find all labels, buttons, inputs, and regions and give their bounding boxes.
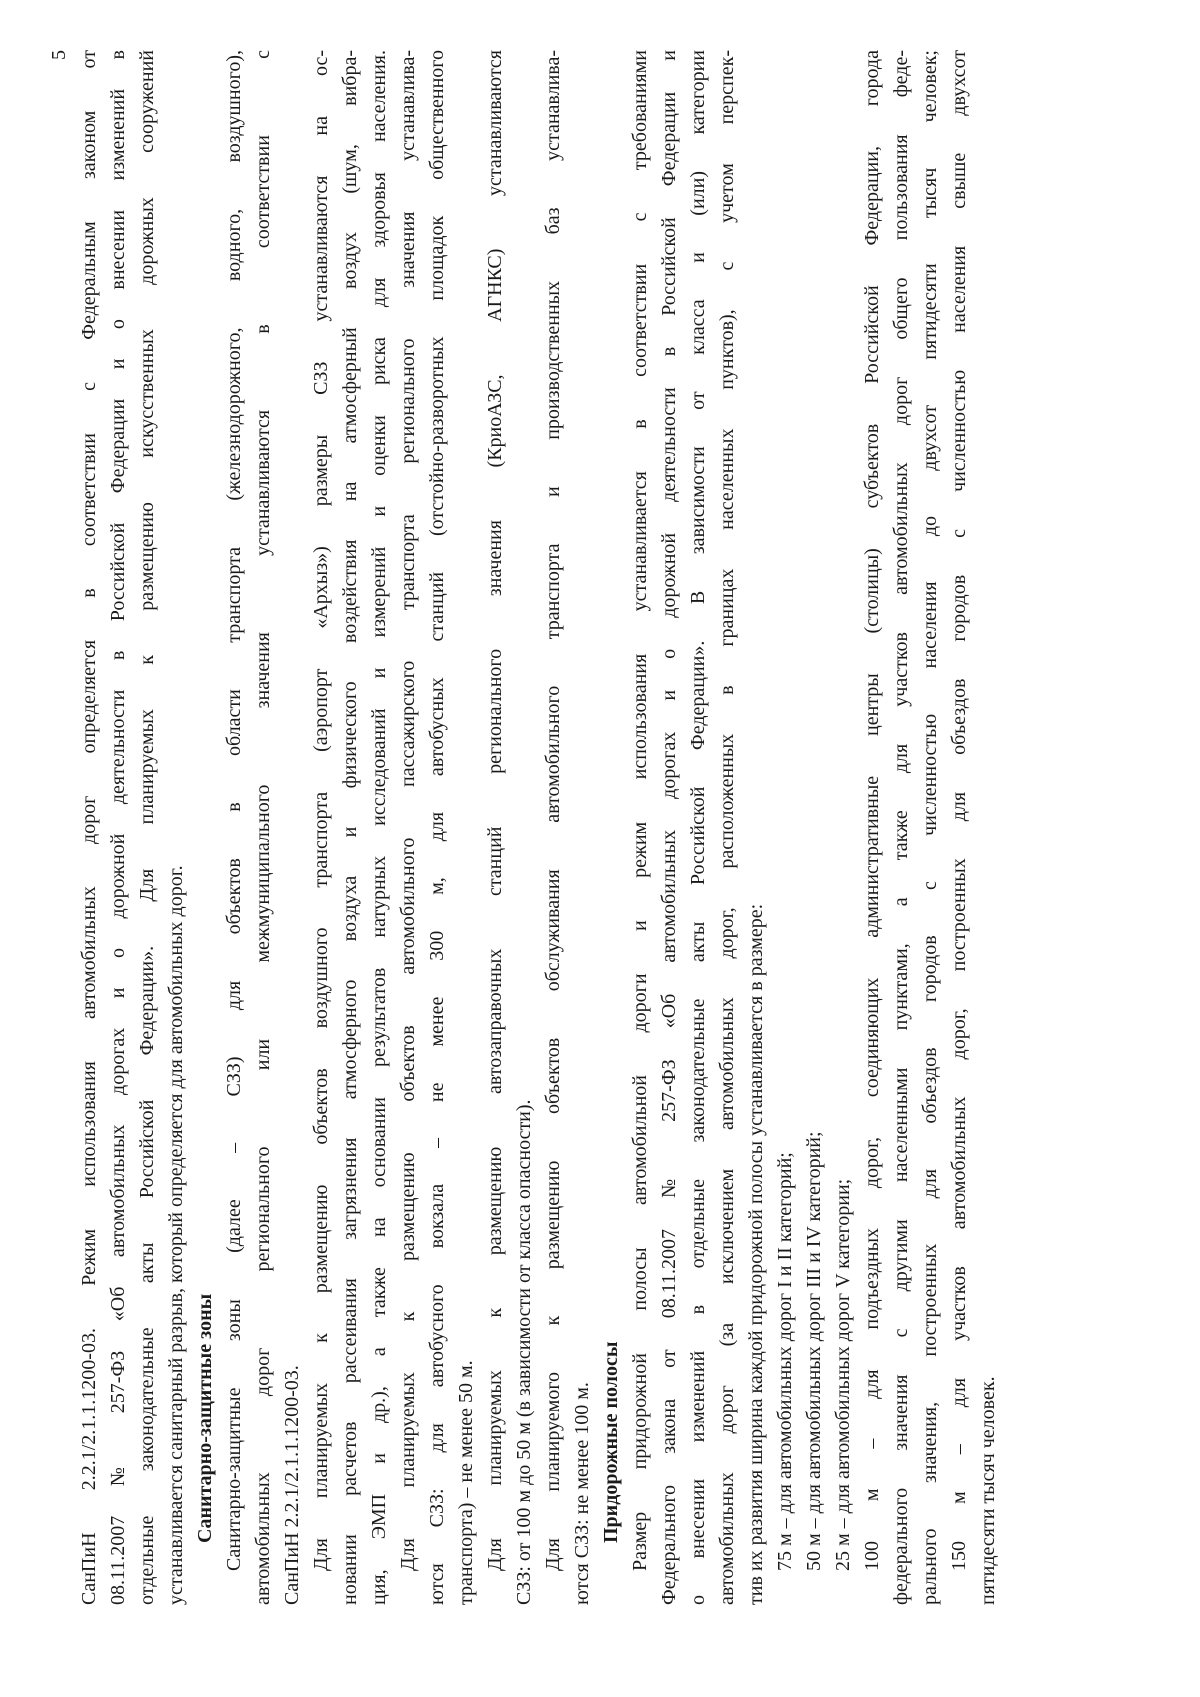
rotated-text-block bbox=[48, 50, 1135, 1605]
text-line: 25 м – для автомобильных дорог V категории; bbox=[832, 1178, 854, 1571]
text-line: рального значения, построенных для объездов городов с численностью населения до двухсот пятидесяти тысяч человек; bbox=[919, 50, 941, 1605]
text-line: Для планируемых к размещению автозаправочных станций регионального значения (КриоАЗС, АГНКС) устанавливаются bbox=[484, 50, 506, 1571]
text-line: ются СЗЗ: для автобусного вокзала – не менее 300 м, для автобусных станций (отстойно-разворотных площадок общественного bbox=[426, 50, 448, 1605]
text-line: автомобильных дорог регионального или межмуниципального значения устанавливаются в соответствии с bbox=[252, 50, 274, 1605]
text-line: устанавливается санитарный разрыв, который определяется для автомобильных дорог. bbox=[165, 865, 187, 1605]
section-heading: Санитарно-защитные зоны bbox=[194, 1293, 216, 1543]
text-line: отдельные законодательные акты Российской Федерации». Для планируемых к размещению искусственных дорожных сооружений bbox=[136, 50, 158, 1605]
text-line: Для планируемых к размещению объектов автомобильного пассажирского транспорта регионального значения устанавлива- bbox=[397, 50, 419, 1571]
text-line: 75 м – для автомобильных дорог I и II категорий; bbox=[774, 1152, 796, 1571]
text-line: пятидесяти тысяч человек. bbox=[977, 1376, 999, 1605]
page-number: 5 bbox=[48, 50, 70, 60]
text-line: Санитарно-защитные зоны (далее – СЗЗ) для объектов в области транспорта (железнодорожного, водного, воздушного), bbox=[223, 50, 245, 1571]
text-line: Федерального закона от 08.11.2007 № 257-ФЗ «Об автомобильных дорогах и о дорожной деятельности в Российской Федерации и bbox=[658, 50, 680, 1605]
text-line: Для планируемых к размещению объектов воздушного транспорта (аэропорт «Архыз») размеры СЗЗ устанавливаются на ос- bbox=[310, 50, 332, 1571]
text-line: Для планируемого к размещению объектов обслуживания автомобильного транспорта и производственных баз устанавлива- bbox=[542, 50, 564, 1571]
text-line: 150 м – для участков автомобильных дорог, построенных для объездов городов с численностью населения свыше двухсот bbox=[948, 50, 970, 1571]
text-line: федерального значения с другими населенными пунктами, а также для участков автомобильных дорог общего пользования феде- bbox=[890, 50, 912, 1605]
section-heading: Придорожные полосы bbox=[600, 1341, 622, 1543]
text-line: новании расчетов рассеивания загрязнения атмосферного воздуха и физического воздействия на атмосферный воздух (шум, вибра- bbox=[339, 50, 361, 1605]
text-line: ются СЗЗ: не менее 100 м. bbox=[571, 1382, 593, 1605]
document-body bbox=[75, 50, 1003, 1605]
text-line: СанПиН 2.2.1/2.1.1.1200-03. bbox=[281, 1365, 303, 1605]
text-line: о внесении изменений в отдельные законодательные акты Российской Федерации». В зависимости от класса и (или) категории bbox=[687, 50, 709, 1605]
text-line: ция, ЭМП и др.), а также на основании результатов натурных исследований и измерений и оценки риска для здоровья населения. bbox=[368, 50, 390, 1605]
text-line: СанПиН 2.2.1/2.1.1.1200-03. Режим использования автомобильных дорог определяется в соответствии с Федеральным законом от bbox=[78, 50, 100, 1605]
text-line: транспорта) – не менее 50 м. bbox=[455, 1360, 477, 1605]
text-line: автомобильных дорог (за исключением автомобильных дорог, расположенных в границах населенных пунктов), с учетом перспек- bbox=[716, 50, 738, 1605]
text-line: 08.11.2007 № 257-ФЗ «Об автомобильных дорогах и о дорожной деятельности в Российской Федерации и о внесении изменений в bbox=[107, 50, 129, 1605]
text-line: СЗЗ: от 100 м до 50 м (в зависимости от класса опасности). bbox=[513, 1099, 535, 1605]
text-line: 50 м – для автомобильных дорог III и IV категорий; bbox=[803, 1131, 825, 1571]
text-line: Размер придорожной полосы автомобильной дороги и режим использования устанавливается в соответствии с требованиями bbox=[629, 50, 651, 1571]
text-line: тив их развития ширина каждой придорожной полосы устанавливается в размере: bbox=[745, 903, 767, 1605]
text-line: 100 м – для подъездных дорог, соединяющих административные центры (столицы) субъектов Российской Федерации, города bbox=[861, 50, 883, 1571]
